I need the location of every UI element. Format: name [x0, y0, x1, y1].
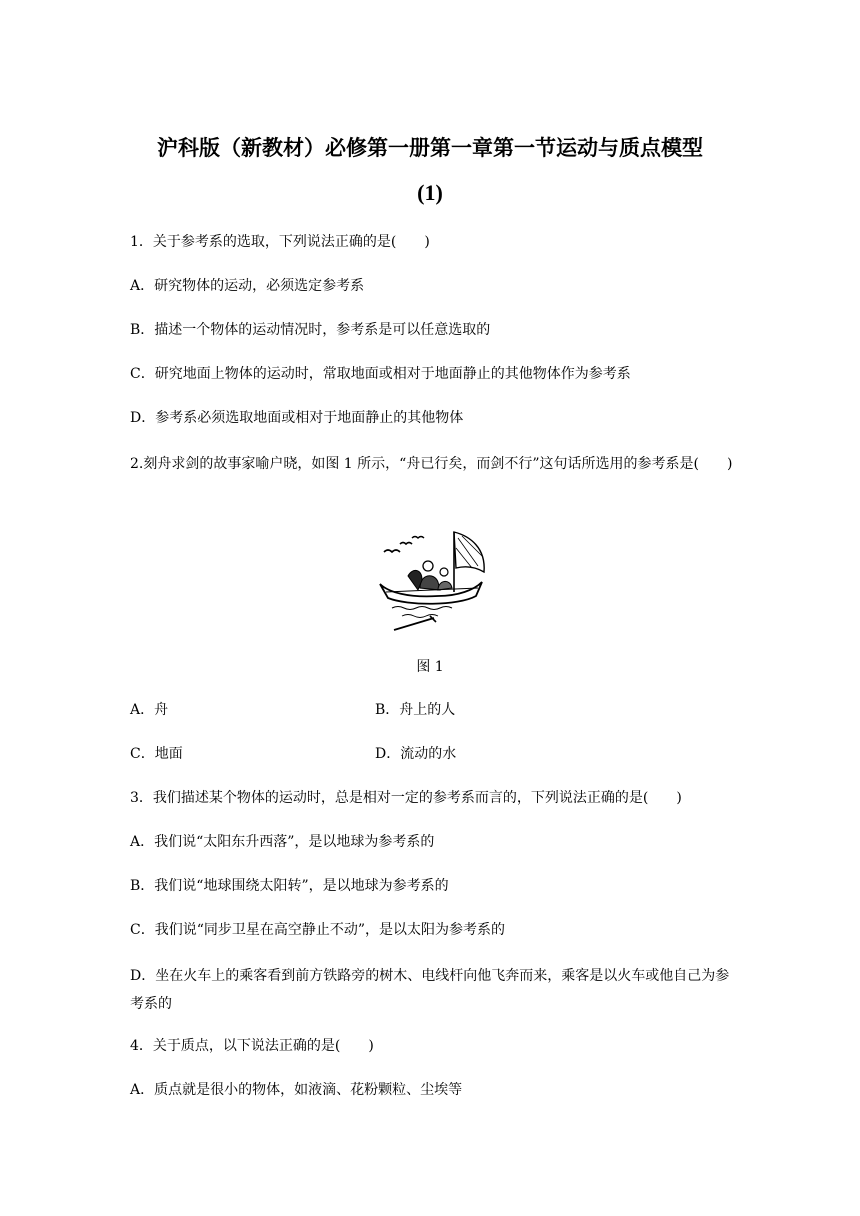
boat-illustration-icon	[378, 526, 490, 636]
q3-stem: 3．我们描述某个物体的运动时，总是相对一定的参考系而言的，下列说法正确的是( )	[130, 790, 682, 806]
q1-option-d: D．参考系必须选取地面或相对于地面静止的其他物体	[130, 410, 464, 426]
q3-option-d: D．坐在火车上的乘客看到前方铁路旁的树木、电线杆向他飞奔而来，乘客是以火车或他自己为参考系的	[130, 968, 730, 1012]
q4-option-a: A．质点就是很小的物体，如液滴、花粉颗粒、尘埃等	[130, 1082, 463, 1098]
figure-caption: 图 1	[416, 659, 444, 675]
q1-option-a: A．研究物体的运动，必须选定参考系	[130, 278, 365, 294]
q2-option-a: A．舟	[130, 702, 169, 718]
q3-option-a: A．我们说“太阳东升西落”，是以地球为参考系的	[130, 834, 435, 850]
q1-option-c: C．研究地面上物体的运动时，常取地面或相对于地面静止的其他物体作为参考系	[130, 366, 631, 382]
q1-option-b: B．描述一个物体的运动情况时，参考系是可以任意选取的	[130, 322, 491, 338]
q2-option-b: B．舟上的人	[375, 702, 456, 718]
q2-option-c: C．地面	[130, 746, 183, 762]
page-title-number: (1)	[417, 180, 443, 205]
q3-option-b: B．我们说“地球围绕太阳转”，是以地球为参考系的	[130, 878, 449, 894]
page-title: 沪科版（新教材）必修第一册第一章第一节运动与质点模型	[157, 136, 703, 160]
q2-stem: 2.刻舟求剑的故事家喻户晓，如图 1 所示，“舟已行矣，而剑不行”这句话所选用的参考系是( )	[130, 456, 733, 472]
q2-option-d: D．流动的水	[375, 746, 457, 762]
q4-stem: 4．关于质点，以下说法正确的是( )	[130, 1038, 374, 1054]
q1-stem: 1．关于参考系的选取，下列说法正确的是( )	[130, 234, 430, 250]
q3-option-c: C．我们说“同步卫星在高空静止不动”，是以太阳为参考系的	[130, 922, 506, 938]
